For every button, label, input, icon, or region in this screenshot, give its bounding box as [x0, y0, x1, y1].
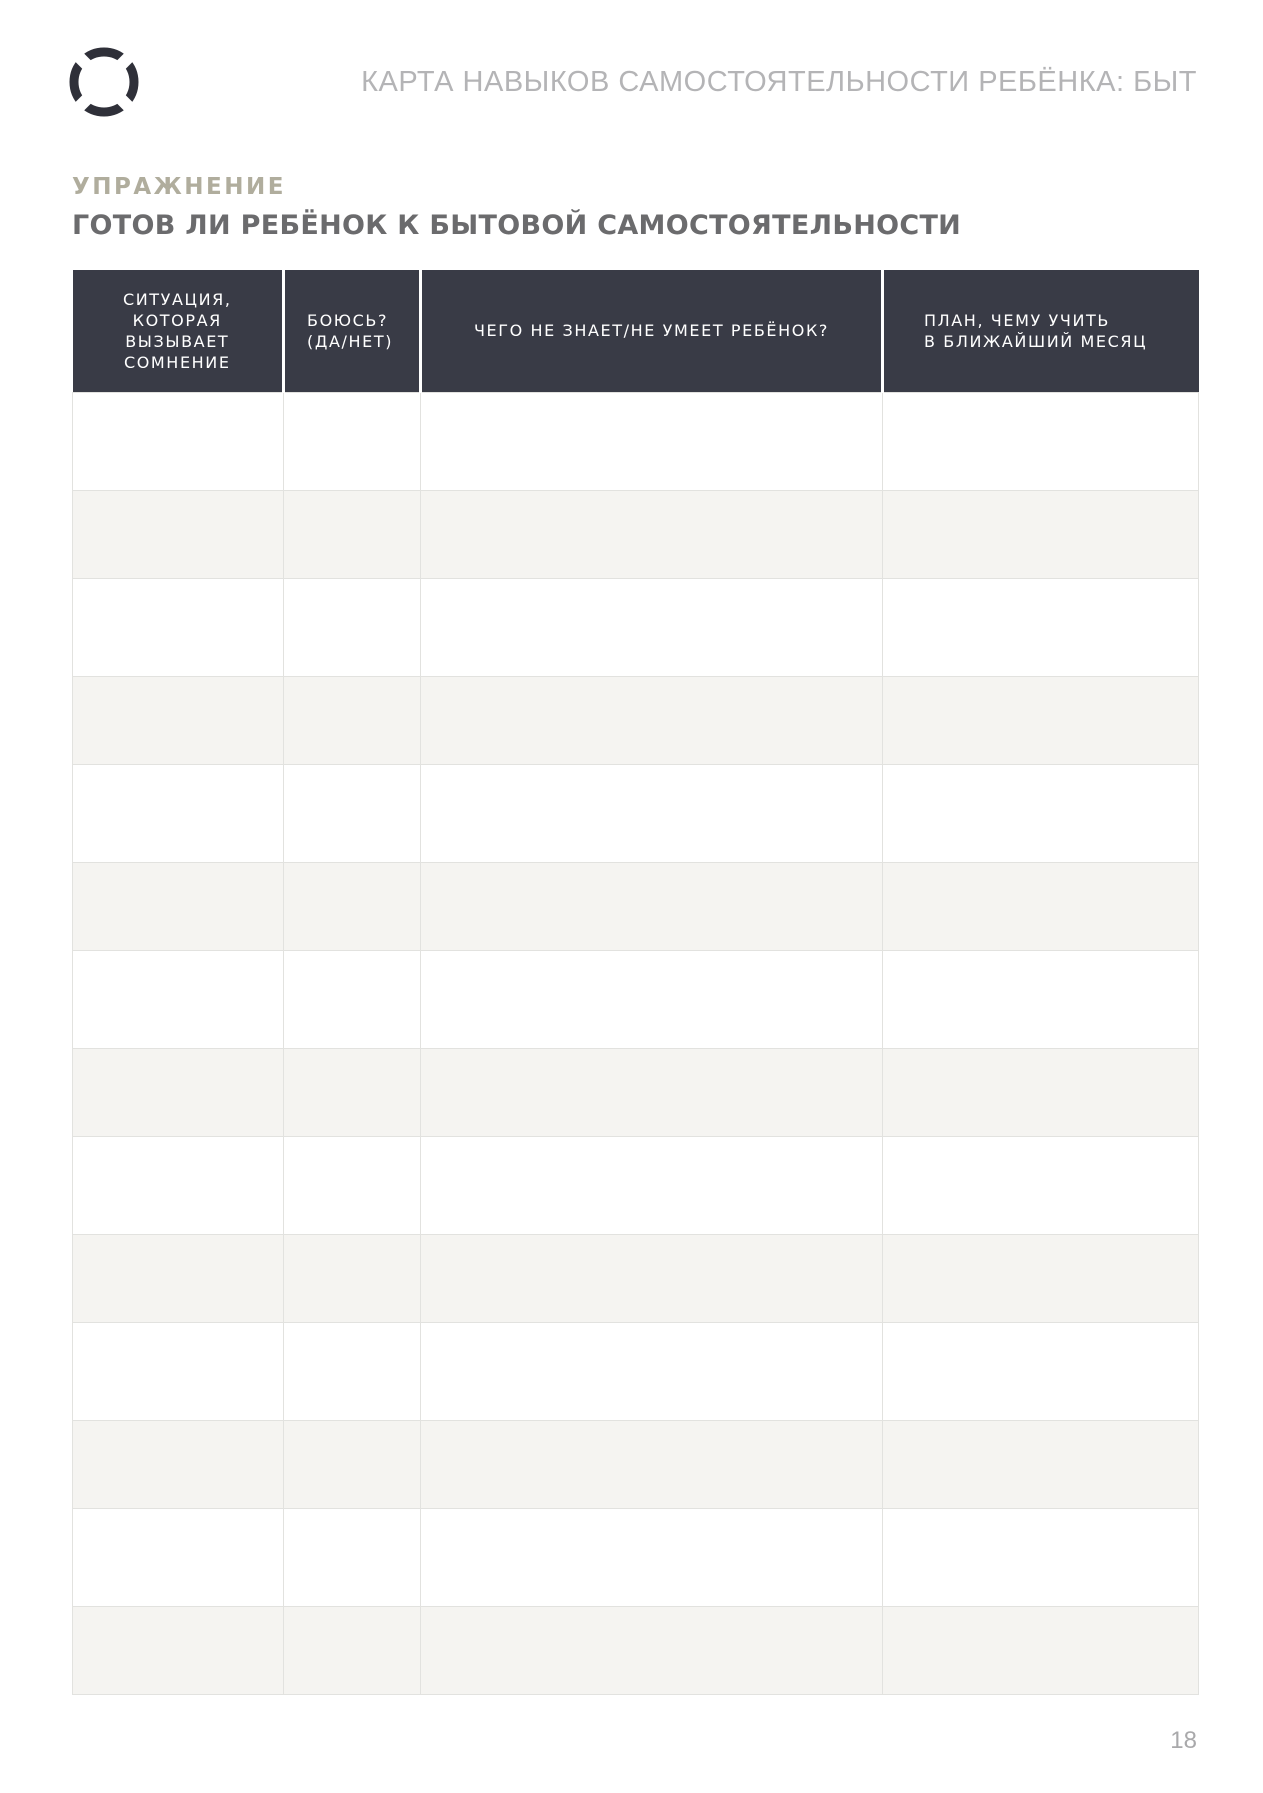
cell-fear[interactable] [284, 862, 421, 950]
table-row [73, 1508, 1199, 1606]
cell-situation[interactable] [73, 950, 284, 1048]
cell-unknown-skills[interactable] [421, 1420, 883, 1508]
table-header-row [73, 270, 1199, 392]
cell-plan[interactable] [883, 950, 1199, 1048]
cell-situation[interactable] [73, 862, 284, 950]
cell-fear[interactable] [284, 578, 421, 676]
circle-logo-icon [68, 46, 140, 118]
cell-unknown-skills[interactable] [421, 950, 883, 1048]
cell-situation[interactable] [73, 1420, 284, 1508]
cell-fear[interactable] [284, 764, 421, 862]
table-row [73, 950, 1199, 1048]
cell-situation[interactable] [73, 764, 284, 862]
table-row [73, 1420, 1199, 1508]
cell-fear[interactable] [284, 950, 421, 1048]
cell-situation[interactable] [73, 578, 284, 676]
cell-plan[interactable] [883, 578, 1199, 676]
cell-situation[interactable] [73, 676, 284, 764]
exercise-kicker: УПРАЖНЕНИЕ [72, 174, 286, 200]
cell-situation[interactable] [73, 1508, 284, 1606]
cell-plan[interactable] [883, 862, 1199, 950]
cell-fear[interactable] [284, 1234, 421, 1322]
cell-unknown-skills[interactable] [421, 578, 883, 676]
cell-fear[interactable] [284, 1420, 421, 1508]
cell-plan[interactable] [883, 1508, 1199, 1606]
cell-plan[interactable] [883, 392, 1199, 490]
column-header-situation: СИТУАЦИЯ, КОТОРАЯ ВЫЗЫВАЕТ СОМНЕНИЕ [73, 270, 284, 392]
column-header-plan: ПЛАН, ЧЕМУ УЧИТЬ В БЛИЖАЙШИЙ МЕСЯЦ [883, 270, 1199, 392]
cell-situation[interactable] [73, 392, 284, 490]
cell-plan[interactable] [883, 1234, 1199, 1322]
exercise-title: ГОТОВ ЛИ РЕБЁНОК К БЫТОВОЙ САМОСТОЯТЕЛЬНОСТИ [72, 210, 962, 241]
cell-plan[interactable] [883, 1420, 1199, 1508]
cell-fear[interactable] [284, 392, 421, 490]
cell-situation[interactable] [73, 1322, 284, 1420]
cell-plan[interactable] [883, 1136, 1199, 1234]
cell-situation[interactable] [73, 490, 284, 578]
table-row [73, 1606, 1199, 1694]
cell-situation[interactable] [73, 1136, 284, 1234]
cell-fear[interactable] [284, 676, 421, 764]
cell-fear[interactable] [284, 1508, 421, 1606]
cell-unknown-skills[interactable] [421, 862, 883, 950]
cell-fear[interactable] [284, 1322, 421, 1420]
cell-unknown-skills[interactable] [421, 1136, 883, 1234]
cell-situation[interactable] [73, 1048, 284, 1136]
cell-fear[interactable] [284, 490, 421, 578]
cell-fear[interactable] [284, 1136, 421, 1234]
cell-plan[interactable] [883, 676, 1199, 764]
table-row [73, 676, 1199, 764]
table-row [73, 862, 1199, 950]
table-row [73, 1136, 1199, 1234]
cell-plan[interactable] [883, 490, 1199, 578]
cell-plan[interactable] [883, 1606, 1199, 1694]
cell-fear[interactable] [284, 1048, 421, 1136]
table-row [73, 1322, 1199, 1420]
cell-fear[interactable] [284, 1606, 421, 1694]
table-row [73, 392, 1199, 490]
cell-plan[interactable] [883, 764, 1199, 862]
cell-plan[interactable] [883, 1322, 1199, 1420]
worksheet-table [72, 270, 1198, 1695]
column-header-fear: БОЮСЬ? (ДА/НЕТ) [284, 270, 421, 392]
column-header-unknown-skills: ЧЕГО НЕ ЗНАЕТ/НЕ УМЕЕТ РЕБЁНОК? [421, 270, 883, 392]
cell-unknown-skills[interactable] [421, 1508, 883, 1606]
cell-unknown-skills[interactable] [421, 1048, 883, 1136]
running-title: КАРТА НАВЫКОВ САМОСТОЯТЕЛЬНОСТИ РЕБЁНКА: БЫТ [361, 66, 1197, 98]
cell-plan[interactable] [883, 1048, 1199, 1136]
cell-unknown-skills[interactable] [421, 392, 883, 490]
cell-situation[interactable] [73, 1234, 284, 1322]
table-row [73, 490, 1199, 578]
cell-unknown-skills[interactable] [421, 1322, 883, 1420]
table-row [73, 764, 1199, 862]
table-row [73, 1234, 1199, 1322]
cell-unknown-skills[interactable] [421, 1234, 883, 1322]
cell-unknown-skills[interactable] [421, 490, 883, 578]
table-row [73, 578, 1199, 676]
page-number: 18 [1170, 1727, 1197, 1754]
cell-unknown-skills[interactable] [421, 1606, 883, 1694]
table-row [73, 1048, 1199, 1136]
cell-unknown-skills[interactable] [421, 764, 883, 862]
cell-situation[interactable] [73, 1606, 284, 1694]
cell-unknown-skills[interactable] [421, 676, 883, 764]
